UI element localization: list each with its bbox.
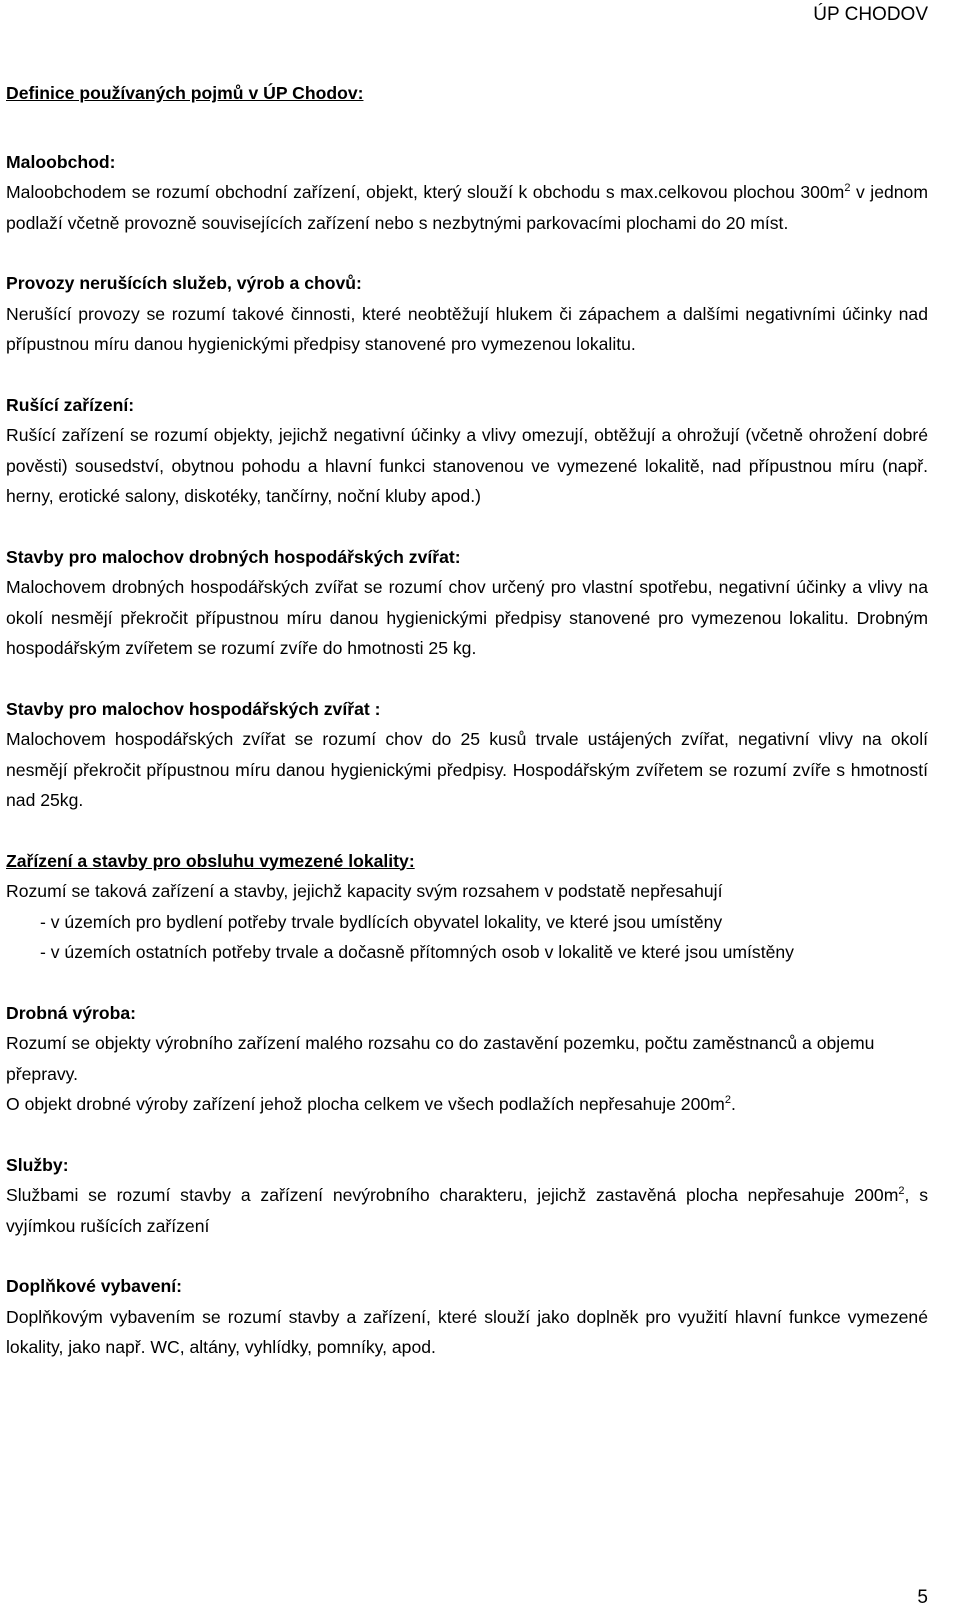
section-heading: Rušící zařízení:	[6, 394, 135, 415]
text-part: .	[730, 1094, 736, 1114]
section-text: Rušící zařízení se rozumí objekty, jejichž negativní účinky a vlivy omezují, obtěžují a ohrožují (včetně ohrožení dobré pověsti) sousedství, obytnou pohodu a hlavní funkci stanovenou ve vymezené lokalitě, nad přípustnou míru (např. herny, erotické salony, diskotéky, tančírny, noční kluby apod.)	[6, 425, 928, 506]
text-part: , s vyjímkou rušících zařízení	[6, 1185, 928, 1236]
section-maloobchod	[6, 147, 928, 239]
section-heading: Maloobchod:	[6, 151, 116, 172]
section-heading: Stavby pro malochov drobných hospodářských zvířat:	[6, 546, 461, 567]
section-heading: Provozy nerušících služeb, výrob a chovů:	[6, 273, 362, 293]
section-text: Malochovem drobných hospodářských zvířat se rozumí chov určený pro vlastní spotřebu, negativní účinky a vlivy na okolí nesmějí překročit přípustnou míru danou hygienickými předpisy stanovené pro vymezenou lokalitu. Drobným hospodářským zvířetem se rozumí zvíře do hmotnosti 25 kg.	[6, 577, 928, 658]
section-heading: Drobná výroba:	[6, 1002, 137, 1023]
section-text	[6, 177, 928, 238]
superscript: 2	[724, 1094, 731, 1106]
section-text: Rozumí se objekty výrobního zařízení malého rozsahu co do zastavění pozemku, počtu zaměstnanců a objemu přepravy.	[6, 1033, 875, 1084]
section-text: Malochovem hospodářských zvířat se rozumí chov do 25 kusů trvale ustájených zvířat, negativní vlivy na okolí nesmějí překročit přípustnou míru danou hygienickými předpisy. Hospodářským zvířetem se rozumí zvíře s hmotností nad 25kg.	[6, 729, 928, 810]
section-drobna-vyroba	[6, 998, 928, 1120]
section-doplnkove-vybaveni	[6, 1271, 928, 1363]
document-title: Definice používaných pojmů v ÚP Chodov:	[6, 83, 364, 103]
section-text: Nerušící provozy se rozumí takové činnosti, které neobtěžují hlukem či zápachem a dalšími negativními účinky nad přípustnou míru danou hygienickými předpisy stanovené pro vymezenou lokalitu.	[6, 303, 928, 354]
section-text: Doplňkovým vybavením se rozumí stavby a zařízení, které slouží jako doplněk pro využití hlavní funkce vymezené lokality, jako např. WC, altány, vyhlídky, pomníky, apod.	[6, 1306, 928, 1357]
section-malochov-hospodarskych	[6, 694, 928, 816]
text-part: Maloobchodem se rozumí obchodní zařízení, objekt, který slouží k obchodu s max.celkovou plochou 300m	[6, 182, 845, 202]
list-item: - v územích ostatních potřeby trvale a dočasně přítomných osob v lokalitě ve které jsou umístěny	[40, 942, 794, 962]
superscript: 2	[898, 1185, 905, 1197]
section-rusici-zarizeni	[6, 390, 928, 512]
section-heading: Doplňkové vybavení:	[6, 1276, 182, 1296]
section-text: Rozumí se taková zařízení a stavby, jejichž kapacity svým rozsahem v podstatě nepřesahují	[6, 881, 723, 901]
text-part: Službami se rozumí stavby a zařízení nevýrobního charakteru, jejichž zastavěná plocha nepřesahuje 200m	[6, 1185, 899, 1205]
section-heading: Stavby pro malochov hospodářských zvířat :	[6, 698, 381, 719]
section-malochov-drobnych	[6, 542, 928, 664]
list-item: - v územích pro bydlení potřeby trvale bydlících obyvatel lokality, ve které jsou umístěny	[40, 911, 723, 932]
section-nerusici-provozy	[6, 268, 928, 360]
section-heading: Služby:	[6, 1154, 69, 1175]
section-sluzby	[6, 1150, 928, 1242]
text-part: O objekt drobné výroby zařízení jehož plocha celkem ve všech podlažích nepřesahuje 200m	[6, 1094, 725, 1114]
text-part: v jednom podlaží včetně provozně souvisejících zařízení nebo s nezbytnými parkovacími plochami do 20 míst.	[6, 182, 928, 233]
page-header: ÚP CHODOV	[813, 4, 928, 25]
section-text	[6, 1180, 928, 1241]
superscript: 2	[844, 182, 851, 194]
page-number: 5	[917, 1587, 928, 1608]
document-body	[6, 78, 928, 1393]
section-heading: Zařízení a stavby pro obsluhu vymezené lokality:	[6, 850, 415, 871]
section-obsluha-lokality	[6, 846, 928, 968]
section-text	[6, 1089, 928, 1120]
